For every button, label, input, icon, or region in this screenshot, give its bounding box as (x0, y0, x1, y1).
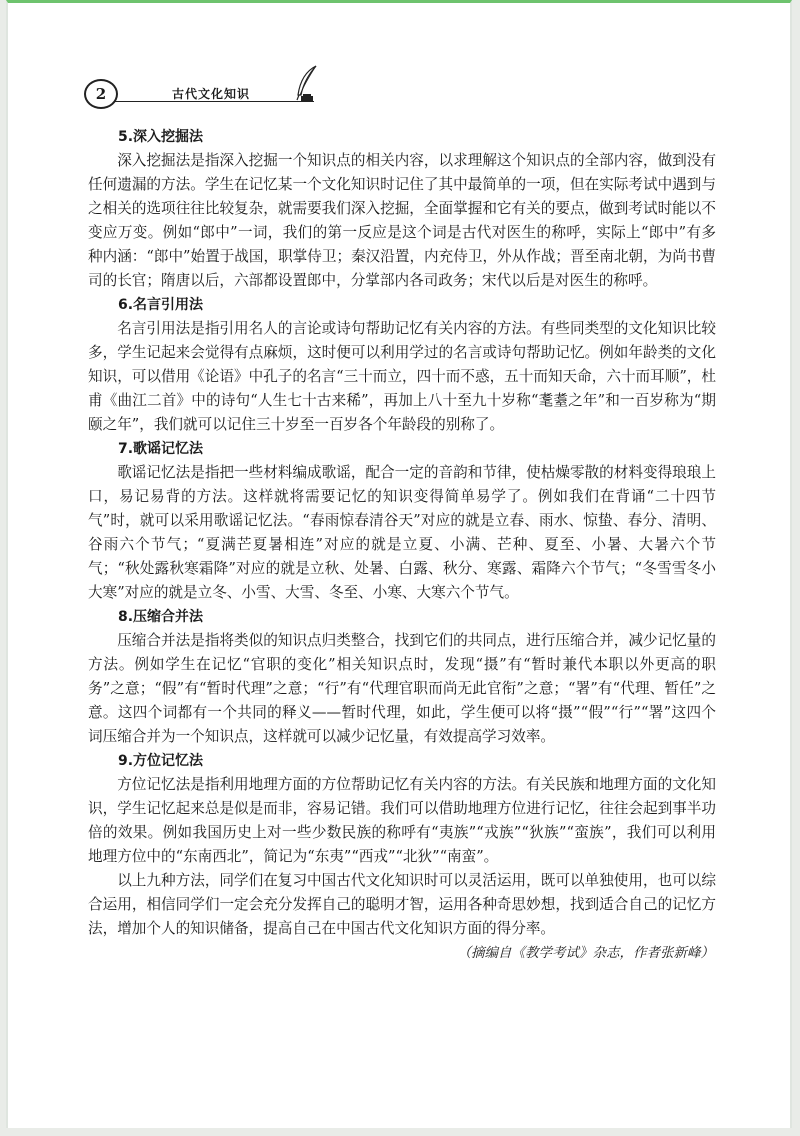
section-7 (88, 437, 716, 605)
document-page (6, 0, 792, 1128)
paragraph: 名言引用法是指引用名人的言论或诗句帮助记忆有关内容的方法。有些同类型的文化知识比较多，学生记起来会觉得有点麻烦，这时便可以利用学过的名言或诗句帮助记忆。例如年龄类的文化知识，可以借用《论语》中孔子的名言“三十而立，四十而不惑，五十而知天命，六十而耳顺”，杜甫《曲江二首》中的诗句“人生七十古来稀”，再加上八十至九十岁称“耄耋之年”和一百岁称为“期颐之年”，我们就可以记住三十岁至一百岁各个年龄段的别称了。 (88, 320, 716, 433)
section-title: 5.深入挖掘法 (118, 129, 204, 145)
paragraph: 方位记忆法是指利用地理方面的方位帮助记忆有关内容的方法。有关民族和地理方面的文化知识，学生记忆起来总是似是而非，容易记错。我们可以借助地理方位进行记忆，往往会起到事半功倍的效果。例如我国历史上对一些少数民族的称呼有“夷族”“戎族”“狄族”“蛮族”，我们可以利用地理方位中的“东南西北”，简记为“东夷”“西戎”“北狄”“南蛮”。 (88, 776, 716, 865)
section-8 (88, 605, 716, 749)
source-citation: （摘编自《教学考试》杂志，作者张新峰） (457, 945, 714, 961)
section-9 (88, 749, 716, 941)
section-title: 7.歌谣记忆法 (118, 441, 204, 457)
section-title: 8.压缩合并法 (118, 609, 204, 625)
paragraph: 压缩合并法是指将类似的知识点归类整合，找到它们的共同点，进行压缩合并，减少记忆量的方法。例如学生在记忆“官职的变化”相关知识点时，发现“摄”有“暂时兼代本职以外更高的职务”之意；“假”有“暂时代理”之意；“行”有“代理官职而尚无此官衔”之意；“署”有“代理、暂任”之意。这四个词都有一个共同的释义——暂时代理，如此，学生便可以将“摄”“假”“行”“署”这四个词压缩合并为一个知识点，这样就可以减少记忆量，有效提高学习效率。 (88, 632, 716, 745)
running-title: 古代文化知识 (172, 87, 251, 101)
page-number: 2 (84, 79, 118, 109)
section-title: 9.方位记忆法 (118, 753, 204, 769)
article-body (88, 125, 716, 965)
quill-icon (292, 65, 320, 105)
paragraph: 歌谣记忆法是指把一些材料编成歌谣，配合一定的音韵和节律，使枯燥零散的材料变得琅琅上口，易记易背的方法。这样就将需要记忆的知识变得简单易学了。例如我们在背诵“二十四节气”时，就可以采用歌谣记忆法。“春雨惊春清谷天”对应的就是立春、雨水、惊蛰、春分、清明、谷雨六个节气；“夏满芒夏暑相连”对应的就是立夏、小满、芒种、夏至、小暑、大暑六个节气；“秋处露秋寒霜降”对应的就是立秋、处暑、白露、秋分、寒露、霜降六个节气；“冬雪雪冬小大寒”对应的就是立冬、小雪、大雪、冬至、小寒、大寒六个节气。 (88, 464, 716, 601)
section-title: 6.名言引用法 (118, 297, 204, 313)
paragraph: 深入挖掘法是指深入挖掘一个知识点的相关内容，以求理解这个知识点的全部内容，做到没有任何遗漏的方法。学生在记忆某一个文化知识时记住了其中最简单的一项，但在实际考试中遇到与之相关的选项往往比较复杂，就需要我们深入挖掘，全面掌握和它有关的要点，做到考试时能以不变应万变。例如“郎中”一词，我们的第一反应是这个词是古代对医生的称呼，实际上“郎中”有多种内涵：“郎中”始置于战国，职掌侍卫；秦汉沿置，内充侍卫，外从作战；晋至南北朝，为尚书曹司的长官；隋唐以后，六部都设置郎中，分掌部内各司政务；宋代以后是对医生的称呼。 (88, 152, 716, 289)
section-5 (88, 125, 716, 293)
page-header (84, 77, 334, 109)
conclusion-paragraph: 以上九种方法，同学们在复习中国古代文化知识时可以灵活运用，既可以单独使用，也可以综合运用，相信同学们一定会充分发挥自己的聪明才智，运用各种奇思妙想，找到适合自己的记忆方法，增加个人的知识储备，提高自己在中国古代文化知识方面的得分率。 (88, 872, 716, 937)
section-6 (88, 293, 716, 437)
